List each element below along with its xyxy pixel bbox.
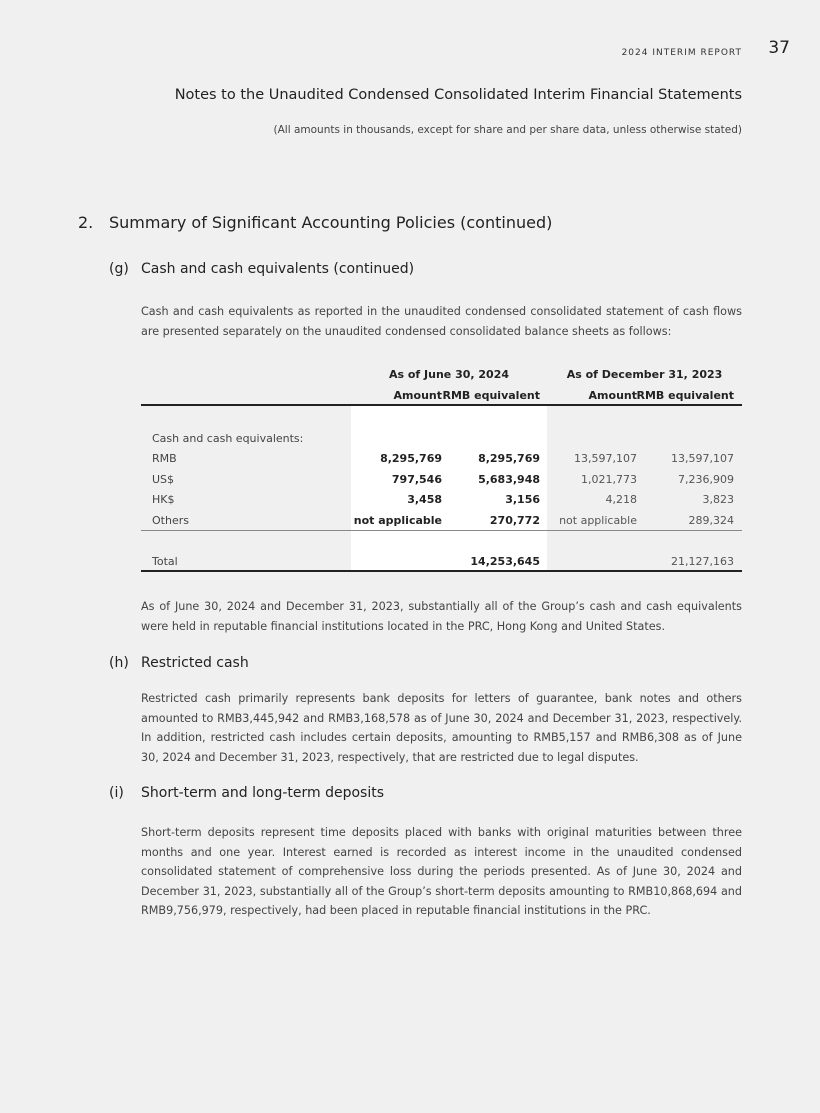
header-june-2024: As of June 30, 2024 xyxy=(388,368,510,381)
cell-amount-2024: 8,295,769 xyxy=(380,452,442,465)
subsection-i-title: Short-term and long-term deposits xyxy=(141,785,384,801)
total-rmb-2023: 21,127,163 xyxy=(671,555,734,568)
subsection-h-label: (h) xyxy=(109,655,129,671)
table-row xyxy=(141,493,742,509)
row-label: HK$ xyxy=(152,493,175,506)
cell-rmb-2024: 3,156 xyxy=(505,493,540,506)
table-row xyxy=(141,473,742,489)
cell-rmb-2023: 13,597,107 xyxy=(671,452,734,465)
subsection-g-title: Cash and cash equivalents (continued) xyxy=(141,261,415,277)
cell-amount-2023: 4,218 xyxy=(605,493,637,506)
cell-rmb-2024: 270,772 xyxy=(489,514,540,527)
cell-amount-2024: not applicable xyxy=(353,514,442,527)
cell-amount-2023: 1,021,773 xyxy=(581,473,637,486)
subtotal-rule xyxy=(141,530,742,531)
subsection-g-label: (g) xyxy=(109,261,129,277)
cell-rmb-2024: 5,683,948 xyxy=(478,473,540,486)
cell-rmb-2023: 289,324 xyxy=(688,514,734,527)
table-row xyxy=(141,514,742,530)
header-rule xyxy=(141,404,742,406)
subsection-i-label: (i) xyxy=(109,785,124,801)
subsection-h-title: Restricted cash xyxy=(141,655,249,671)
col-rmb-2024: RMB equivalent xyxy=(442,389,540,402)
report-label: 2024 INTERIM REPORT xyxy=(621,48,742,58)
cell-rmb-2023: 7,236,909 xyxy=(678,473,734,486)
col-rmb-2023: RMB equivalent xyxy=(636,389,734,402)
subsection-g-after: As of June 30, 2024 and December 31, 2023, substantially all of the Group’s cash and cash equivalents were held in reputable financial institutions located in the PRC, Hong Kong and United States. xyxy=(141,600,742,633)
page-title: Notes to the Unaudited Condensed Consolidated Interim Financial Statements xyxy=(174,87,742,103)
row-label: Others xyxy=(152,514,189,527)
table-caption: Cash and cash equivalents: xyxy=(152,432,304,445)
header-dec-2023: As of December 31, 2023 xyxy=(566,368,723,381)
cash-table xyxy=(141,364,742,576)
cell-rmb-2024: 8,295,769 xyxy=(478,452,540,465)
subsection-g-intro: Cash and cash equivalents as reported in the unaudited condensed consolidated statement of cash flows are presented separately on the unaudited condensed consolidated balance sheets as follows: xyxy=(141,305,742,338)
section-number: 2. xyxy=(78,213,94,232)
row-label: RMB xyxy=(152,452,177,465)
cell-amount-2023: 13,597,107 xyxy=(574,452,637,465)
table-row xyxy=(141,452,742,468)
subsection-i-text: Short-term deposits represent time deposits placed with banks with original maturities between three months and one year. Interest earned is recorded as interest income in the unaudited condensed consolidated statement of comprehensive loss during the periods presented. As of June 30, 2024 and December 31, 2023, substantially all of the Group’s short-term deposits amounting to RMB10,868,694 and RMB9,756,979, respectively, had been placed in reputable financial institutions in the PRC. xyxy=(141,826,742,917)
table-total-row xyxy=(141,555,742,571)
cell-amount-2024: 797,546 xyxy=(391,473,442,486)
page-subtitle: (All amounts in thousands, except for share and per share data, unless otherwise stated) xyxy=(273,124,742,136)
page-number: 37 xyxy=(768,38,790,58)
section-title: Summary of Significant Accounting Policies (continued) xyxy=(109,213,553,232)
subsection-h-text: Restricted cash primarily represents bank deposits for letters of guarantee, bank notes and others amounted to RMB3,445,942 and RMB3,168,578 as of June 30, 2024 and December 31, 2023, respectively. In addition, restricted cash includes certain deposits, amounting to RMB5,157 and RMB6,308 as of June 30, 2024 and December 31, 2023, respectively, that are restricted due to legal disputes. xyxy=(141,692,742,764)
col-amount-2024: Amount xyxy=(393,389,442,402)
cell-amount-2023: not applicable xyxy=(559,514,637,527)
total-rule xyxy=(141,570,742,572)
cell-rmb-2023: 3,823 xyxy=(702,493,734,506)
total-rmb-2024: 14,253,645 xyxy=(470,555,540,568)
total-label: Total xyxy=(152,555,178,568)
cell-amount-2024: 3,458 xyxy=(407,493,442,506)
col-amount-2023: Amount xyxy=(588,389,637,402)
row-label: US$ xyxy=(152,473,175,486)
table-caption-row xyxy=(141,432,742,448)
